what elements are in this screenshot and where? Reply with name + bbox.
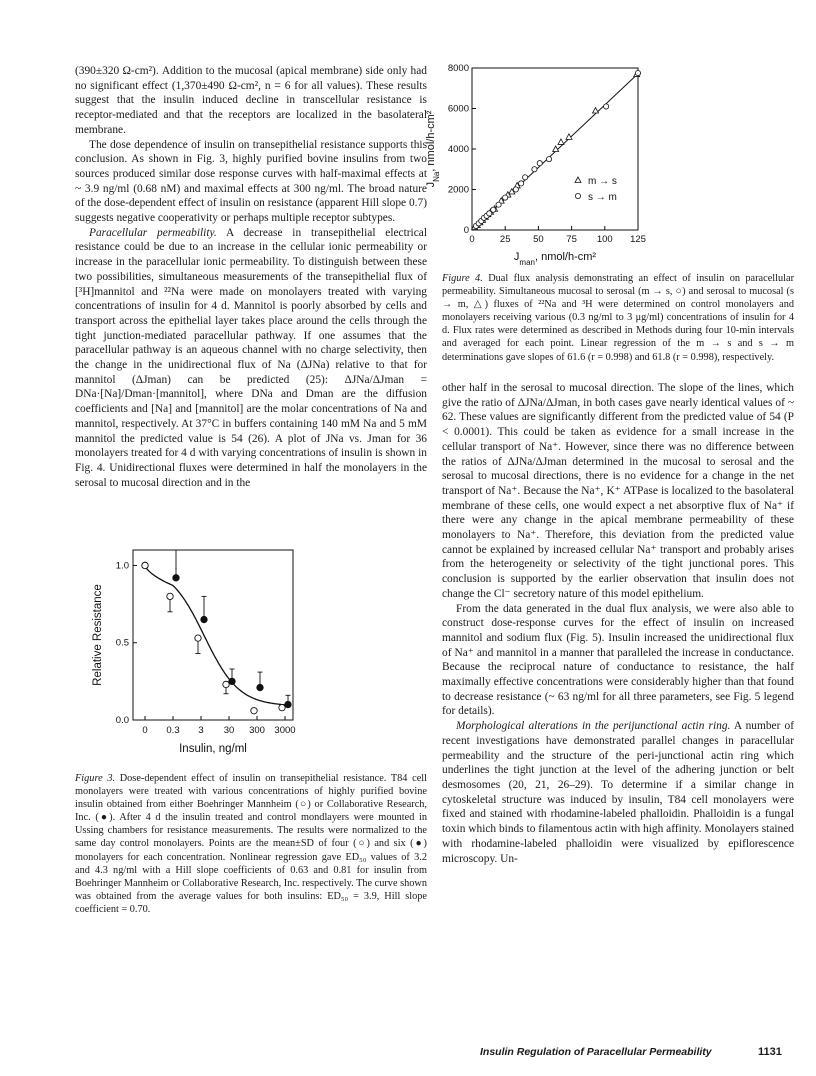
- paragraph-actin-ring-body: A number of recent investigations have demonstrated parallel changes in paracellular permeability and the structure of the peri-junctional actin ring which underlines the tight junction at the level of the adhering junction or belt desmosomes (20, 21, 26–29). To determine if a similar change in cytoskeletal structure was induced by insulin, T84 cell monolayers were fixed and stained with rhodamine-labeled phalloidin. Phalloidin is a fungal toxin which binds to filamentous actin with high affinity. Monolayers stained with rhodamine-labeled phalloidin were visualized by epiflorescence microscopy. Un-: [442, 720, 794, 865]
- y-axis-label: Relative Resistance: [92, 584, 104, 686]
- legend-label-m-to-s: m → s: [588, 176, 617, 187]
- legend-circle-marker: [575, 193, 580, 198]
- figure-4-caption: [442, 272, 794, 364]
- data-point-s-to-m: [532, 167, 537, 172]
- y-tick-label: 1.0: [115, 560, 129, 572]
- data-point-s-to-m: [546, 157, 551, 162]
- data-point-s-to-m: [537, 161, 542, 166]
- data-point-s-to-m: [513, 187, 518, 192]
- page-number: 1131: [758, 1046, 782, 1058]
- x-axis-label: Insulin, ng/ml: [179, 743, 247, 755]
- data-point-boehringer: [167, 593, 173, 599]
- y-tick-label: 6000: [447, 103, 469, 115]
- y-axis-label: $J_{Na}$, nmol/h-cm²: [425, 110, 441, 188]
- data-point-s-to-m: [604, 104, 609, 109]
- figure-4-caption-text: Dual flux analysis demonstrating an effect of insulin on paracellular permeability. Simultaneous mucosal to serosal (m → s, ○) and serosal to mucosal (s → m, △) fluxes of ²²Na and ³H were determined on control monolayers and monolayers receiving various (0.3 ng/ml to 3 μg/ml) concentrations of insulin for 4 d. Flux rates were determined as described in Methods during four 10-min intervals and averaged for each point. Linear regression of the m → s and s → m determinations gave slopes of 61.6 (r = 0.998) and 61.8 (r = 0.998), respectively.: [442, 273, 794, 363]
- figure-4-label: Figure 4.: [442, 273, 483, 284]
- y-tick-label: 2000: [447, 184, 469, 196]
- figure-4-scatter-plot: [425, 60, 794, 272]
- x-tick-label: 25: [499, 234, 511, 245]
- data-point-s-to-m: [519, 181, 524, 186]
- data-point-m-to-s: [558, 139, 564, 145]
- data-point-boehringer: [142, 562, 148, 568]
- x-tick-label: 125: [630, 234, 646, 245]
- legend-label-s-to-m: s → m: [588, 192, 617, 203]
- right-column-text: [442, 381, 794, 866]
- section-heading-actin-ring: Morphological alterations in the perijunctional actin ring.: [456, 720, 731, 733]
- y-tick-label: 0.5: [115, 637, 129, 649]
- y-tick-label: 0.0: [115, 715, 129, 726]
- figure-3-dose-response-plot: [75, 540, 427, 768]
- figure-3-caption-text: Dose-dependent effect of insulin on transepithelial resistance. T84 cell monolayers were treated with various concentrations of highly purified bovine insulin obtained from either Boehringer Mannheim (○) or Collaborative Research, Inc. (●). After 4 d the insulin treated and control mondlayers were mounted in Ussing chambers for resistance measurements. The results were normalized to the same day control monolayers. Points are the mean±SD of four (○) and six (●) monolayers for each concentration. Nonlinear regression gave ED₅₀ values of 3.2 and 4.3 ng/ml with a Hill slope coefficients of 0.63 and 0.81 for insulin from Boehringer Mannheim or Collaborative Research, Inc. respectively. The curve shown was obtained from the average values for both insulins: ED₅₀ = 3.9, Hill slope coefficient = 0.70.: [75, 773, 427, 915]
- data-point-collaborative: [229, 678, 235, 684]
- x-tick-label: 0: [142, 725, 148, 736]
- data-point-s-to-m: [523, 175, 528, 180]
- x-tick-label: 50: [533, 234, 544, 245]
- y-tick-label: 0: [463, 225, 469, 236]
- data-point-collaborative: [201, 616, 207, 622]
- paragraph-actin-ring: [442, 719, 794, 866]
- y-tick-label: 4000: [447, 144, 469, 155]
- data-point-collaborative: [285, 701, 291, 707]
- paragraph-dose-dependence: The dose dependence of insulin on transepithelial resistance supports this conclusion. As shown in Fig. 3, highly purified bovine insulins from two sources produced similar dose response curves with half-maximal effects at ~ 3.9 ng/ml (0.68 nM) and maximal effects at 300 ng/ml. The broad nature of the dose-dependent effect of insulin on resistance (apparent Hill slope 0.7) suggests negative cooperativity or perhaps multiple receptor subtypes.: [75, 138, 427, 225]
- data-point-boehringer: [279, 704, 285, 710]
- x-tick-label: 3: [198, 725, 204, 736]
- data-point-boehringer: [251, 708, 257, 714]
- data-point-s-to-m: [635, 70, 640, 75]
- x-tick-label: 75: [566, 234, 577, 245]
- x-tick-label: 30: [223, 725, 235, 736]
- x-tick-label: 0.3: [166, 725, 180, 736]
- data-point-s-to-m: [491, 207, 496, 212]
- y-tick-label: 8000: [447, 63, 469, 74]
- paragraph-resistance-results: (390±320 Ω-cm²). Addition to the mucosal (apical membrane) side only had no significant effect (1,370±490 Ω-cm², n = 6 for all values). These results suggest that the insulin induced decline in transcellular resistance is receptor-mediated and that the receptors are localized in the basolateral membrane.: [75, 65, 427, 136]
- paragraph-dose-response-flux: From the data generated in the dual flux analysis, we were also able to construct dose-response curves for the effect of insulin on increased mannitol and sodium flux (Fig. 5). Insulin increased the unidirectional flux of Na⁺ and mannitol in a manner that paralleled the increase in conductance. Because the reciprocal nature of conductance to resistance, the half maximally effective concentrations were considerably higher than that found to decrease resistance (~ 63 ng/ml for all three parameters, see Fig. 5 legend for details).: [442, 602, 794, 718]
- data-point-boehringer: [195, 635, 201, 641]
- running-title: Insulin Regulation of Paracellular Permeability: [480, 1046, 712, 1058]
- section-heading-paracellular: Paracellular permeability.: [89, 226, 217, 239]
- paragraph-slope-ratio: other half in the serosal to mucosal direction. The slope of the lines, which give the ratio of ΔJNa/ΔJman, in both cases gave nearly identical values of ~ 62. These values are significantly different from the predicted value of 54 (P < 0.0001). This could be taken as evidence for a small increase in the cellular transport of Na⁺. However, since there was no difference between the ratios of ΔJNa/ΔJman determined in the mucosal to serosal and the serosal to mucosal directions, there is no evidence for a change in the net transport of Na⁺. Because the Na⁺, K⁺ ATPase is localized to the basolateral membrane of these cells, one would expect a net absorptive flux of Na⁺ if there were any change in the apical membrane permeability of these monolayers to Na⁺. Therefore, this deviation from the predicted value cannot be explained by increased cellular Na⁺ transport and probably arises from the heterogeneity or selectivity of the tight junctional pores. This conclusion is supported by the earlier observation that insulin does not change the Cl⁻ secretory nature of this model epithelium.: [442, 382, 794, 600]
- x-tick-label: 100: [596, 234, 613, 245]
- left-column-text: [75, 64, 427, 490]
- data-point-collaborative: [173, 575, 179, 581]
- figure-3-caption: [75, 772, 427, 916]
- x-tick-label: 300: [249, 725, 265, 736]
- data-point-s-to-m: [496, 202, 501, 207]
- data-point-m-to-s: [593, 108, 599, 114]
- legend-triangle-marker: [575, 177, 581, 183]
- data-point-boehringer: [223, 681, 229, 687]
- hill-fit-curve: [145, 566, 285, 705]
- x-axis-label: $J_{man}$, nmol/h-cm²: [513, 251, 597, 267]
- paragraph-paracellular-permeability: [75, 226, 427, 491]
- data-point-collaborative: [257, 684, 263, 690]
- x-tick-label: 3000: [274, 725, 296, 736]
- plot-frame: [133, 550, 293, 720]
- x-tick-label: 0: [469, 234, 475, 245]
- paragraph-paracellular-body: A decrease in transepithelial electrical resistance could be due to an increase in the cellular ionic permeability or increase in the paracellular ionic permeability. To distinguish between these two possibilities, simultaneous measurements of the transepithelial flux of [³H]mannitol and ²²Na were made on monolayers treated with varying concentrations of insulin for 4 d. Mannitol is poorly absorbed by cells and transport across the epithelial layer takes place around the cells through the tight junction-mediated paracellular pathway. If one assumes that the paracellular pathway is an aqueous channel with no charge selectivity, then the change in the unidirectional flux of Na (ΔJNa) relative to that for mannitol (ΔJman) can be predicted (25): ΔJNa/ΔJman = DNa·[Na]/Dman·[mannitol], where DNa and Dman are the diffusion coefficients and [Na] and [mannitol] are the molar concentrations of Na and mannitol, respectively. At 37°C in buffers containing 140 mM Na and 5 mM mannitol the predicted value is 54 (26). A plot of JNa vs. Jman for 36 monolayers treated for 4 d with varying concentrations of insulin is shown in Fig. 4. Unidirectional fluxes were determined in half the monolayers in the serosal to mucosal direction and in the: [75, 226, 427, 489]
- figure-3-label: Figure 3.: [75, 773, 116, 784]
- data-point-s-to-m: [503, 195, 508, 200]
